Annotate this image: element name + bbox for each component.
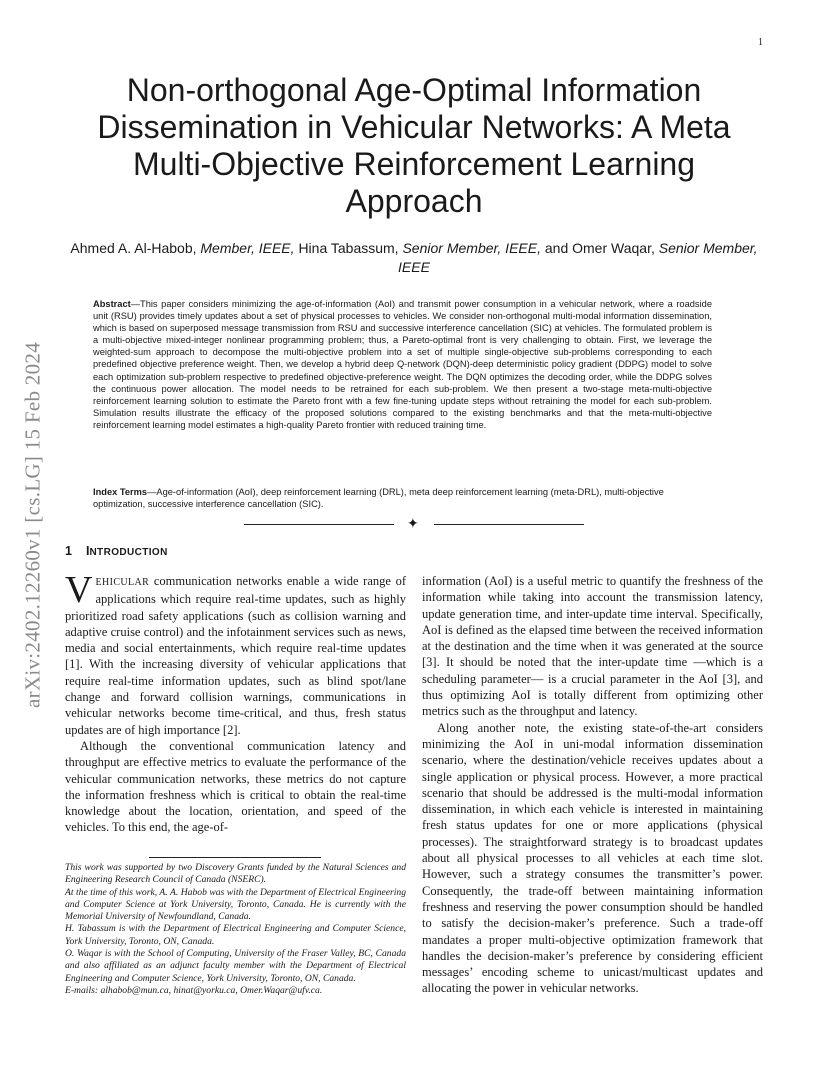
footnotes — [65, 862, 406, 997]
body-column-left — [65, 569, 406, 836]
author-line — [70, 239, 758, 277]
footnote-emails: E-mails: alhabob@mun.ca, hinat@yorku.ca, Omer.Waqar@ufv.ca. — [65, 984, 323, 996]
section-heading-introduction — [65, 544, 168, 558]
paragraph — [65, 569, 406, 738]
section-title-rest: NTRODUCTION — [89, 547, 168, 558]
footnote-affiliation: H. Tabassum is with the Department of Electrical Engineering and Computer Science, York University, Toronto, ON, Canada. — [65, 923, 406, 947]
footnote-funding: This work was supported by two Discovery Grants funded by the Natural Sciences and Engineering Research Council of Canada (NSERC). — [65, 862, 406, 886]
body-column-right — [422, 573, 763, 997]
index-terms — [93, 486, 712, 510]
footnote-affiliation: O. Waqar is with the School of Computing, University of the Fraser Valley, BC, Canada and also affiliated as an adjunct faculty member with the Department of Electrical Engineering and Computer Science, York University, Toronto, ON, Canada. — [65, 948, 406, 984]
paragraph: information (AoI) is a useful metric to quantify the freshness of the information while taking into account the transmission latency, update generation time, and inter-update time interval. Specifically, AoI is defined as the elapsed time between the received information at the destination and the time when it was generated at the source [3]. It should be noted that the inter-update time —which is a scheduling parameter— is a crucial parameter in the AoI [3], and thus optimizing AoI is totally different from optimizing other metrics such as the throughput and latency. — [422, 574, 763, 719]
abstract — [93, 298, 712, 431]
footnote-rule — [149, 857, 321, 858]
section-divider — [244, 516, 584, 534]
author-affiliation-grade: Member, IEEE, — [200, 240, 295, 256]
divider-rule-right — [434, 524, 584, 525]
section-number: 1 — [65, 544, 72, 558]
page-number: 1 — [758, 37, 763, 48]
section-title-initial: I — [85, 544, 90, 558]
footnote-affiliation: At the time of this work, A. A. Habob was with the Department of Electrical Engineering and Computer Science at York University, Toronto, Canada. He is currently with the Memorial University of Newfoundland, Canada. — [65, 886, 406, 923]
small-caps-lead: EHICULAR — [95, 577, 150, 588]
index-terms-label: Index Terms — [93, 487, 148, 497]
divider-rule-left — [244, 524, 394, 525]
arxiv-identifier-stamp — [18, 290, 48, 760]
arxiv-identifier-text: arXiv:2402.12260v1 [cs.LG] 15 Feb 2024 — [20, 341, 45, 709]
abstract-label: Abstract — [93, 299, 131, 309]
paragraph-text: communication networks enable a wide range of applications which require real-time updates, such as highly prioritized road safety applications (such as collision warning and adaptive cruise control) and the infotainment services such as news, media and social entertainments, which require real-time updates [1]. With the increasing diversity of vehicular applications that require real-time information updates, such as blind spot/lane change and forward collision warnings, communications in vehicular networks become time-critical, and thus, fresh status updates are of high importance [2]. — [65, 574, 406, 737]
paragraph: Along another note, the existing state-of-the-art considers minimizing the AoI in uni-modal information dissemination scenario, where the destination/vehicle receives updates about a single application or physical process. However, a more practical scenario that should be addressed is the multi-modal information dissemination, in which each vehicle is interested in maintaining fresh status updates for one or more applications (physical processes). The straightforward strategy is to broadcast updates about all physical processes to all vehicles at each time slot. However, such a strategy consumes the transmitter’s power. Consequently, the trade-off between maintaining information freshness and reserving the power consumption should be handled to satisfy the decision-maker’s preference. Such a trade-off mandates a proper multi-objective optimization framework that handles the decision-maker’s preference by considering efficient messages’ encoding scheme to unicast/multicast updates and allocating the power in vehicular networks. — [422, 720, 763, 996]
author-affiliation-grade: Senior Member, IEEE — [398, 240, 758, 275]
abstract-text: —This paper considers minimizing the age-of-information (AoI) and transmit power consumption in a vehicular network, where a roadside unit (RSU) provides timely updates about a set of physical processes to vehicles. We consider non-orthogonal multi-modal information dissemination, which is based on superposed message transmission from RSU and successive interference cancellation (SIC) at vehicles. The formulated problem is a multi-objective mixed-integer nonlinear programming problem; thus, a Pareto-optimal front is very challenging to obtain. First, we leverage the weighted-sum approach to decompose the multi-objective problem into a set of multiple single-objective sub-problems corresponding to each predefined objective preference weight. Then, we develop a hybrid deep Q-network (DQN)-deep deterministic policy gradient (DDPG) model to solve each optimization sub-problem respective to predefined objective-preference weight. The DQN optimizes the decoding order, while the DDPG solves the continuous power allocation. The model needs to be retrained for each sub-problem. We then present a two-stage meta-multi-objective reinforcement learning solution to estimate the Pareto front with a few fine-tuning update steps without retraining the model for each sub-problem. Simulation results illustrate the efficacy of the proposed solutions compared to the existing benchmarks and that the meta-multi-objective reinforcement learning model estimates a high-quality Pareto frontier with reduced training time. — [93, 299, 712, 430]
author-affiliation-grade: Senior Member, IEEE, — [402, 240, 541, 256]
author-name: Ahmed A. Al-Habob, — [70, 240, 197, 256]
index-terms-text: —Age-of-information (AoI), deep reinforcement learning (DRL), meta deep reinforcement learning (meta-DRL), multi-objective optimization, successive interference cancellation (SIC). — [93, 487, 664, 510]
drop-cap: V — [65, 569, 93, 611]
paper-title: Non-orthogonal Age-Optimal Information Dissemination in Vehicular Networks: A Meta Multi-Objective Reinforcement Learning Approach — [97, 72, 731, 219]
divider-ornament: ✦ — [407, 516, 419, 532]
author-name: Hina Tabassum, — [298, 240, 399, 256]
paragraph: Although the conventional communication latency and throughput are effective metrics to evaluate the performance of the vehicular communication networks, these metrics do not capture the information freshness which is critical to obtain the real-time knowledge about the location, orientation, and speed of the vehicles. To this end, the age-of- — [65, 738, 406, 835]
author-name: and Omer Waqar, — [544, 240, 655, 256]
